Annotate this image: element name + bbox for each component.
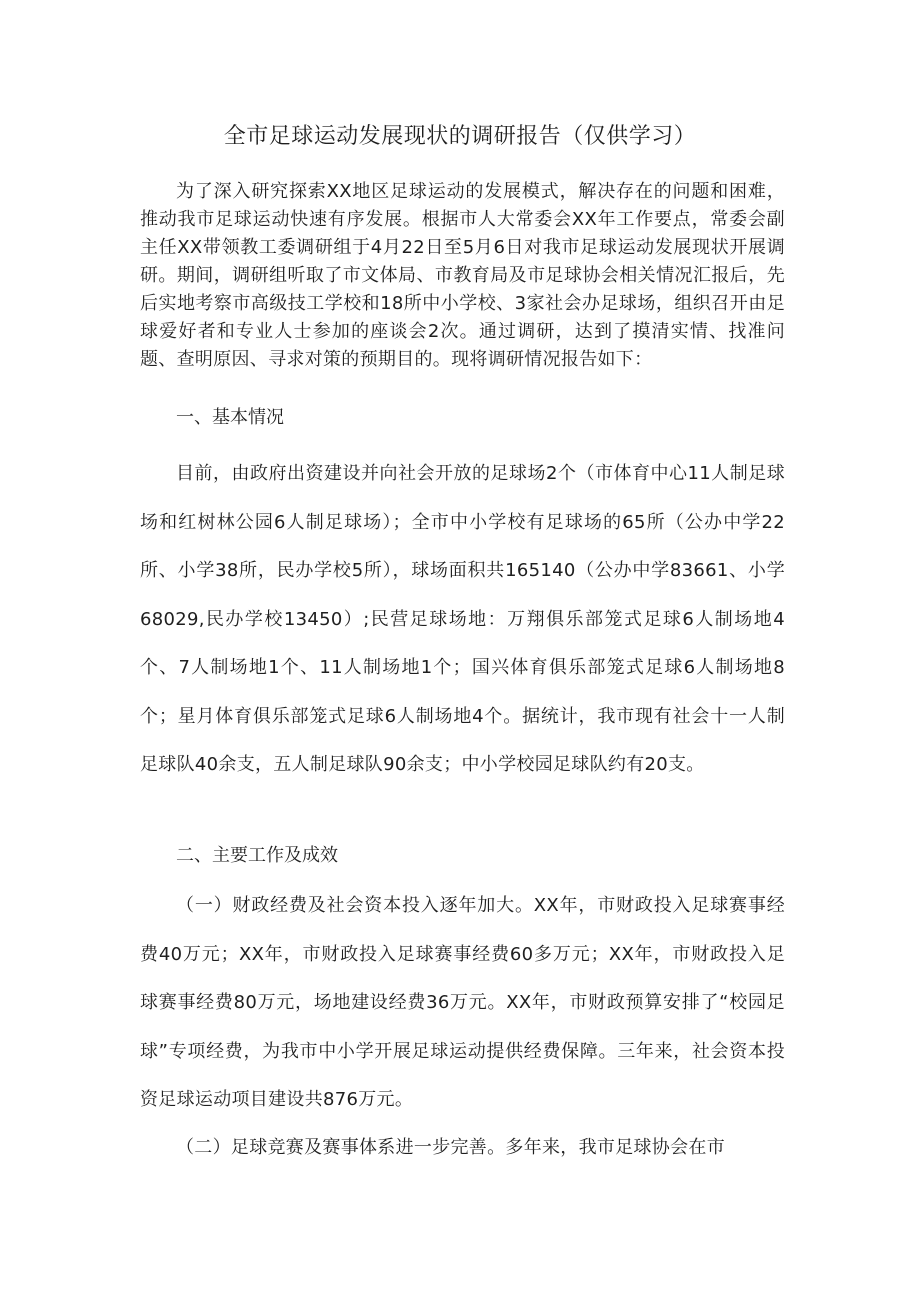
basic-situation-paragraph: 目前，由政府出资建设并向社会开放的足球场2个（市体育中心11人制足球场和红树林公园6人制足球场）；全市中小学校有足球场的65所（公办中学22所、小学38所，民办学校5所），球场面积共165140（公办中学83661、小学68029,民办学校13450）;民营足球场地：万翔俱乐部笼式足球6人制场地4个、7人制场地1个、11人制场地1个；国兴体育俱乐部笼式足球6人制场地8个；星月体育俱乐部笼式足球6人制场地4个。据统计，我市现有社会十一人制足球队40余支，五人制足球队90余支；中小学校园足球队约有20支。 xyxy=(140,463,785,775)
main-work-item-1: （一）财政经费及社会资本投入逐年加大。XX年，市财政投入足球赛事经费40万元；XX年，市财政投入足球赛事经费60多万元；XX年，市财政投入足球赛事经费80万元，场地建设经费36万元。XX年，市财政预算安排了“校园足球”专项经费，为我市中小学开展足球运动提供经费保障。三年来，社会资本投资足球运动项目建设共876万元。 xyxy=(140,895,785,1110)
document-title: 全市足球运动发展现状的调研报告（仅供学习） xyxy=(223,124,697,149)
intro-paragraph: 为了深入研究探索XX地区足球运动的发展模式，解决存在的问题和困难，推动我市足球运动快速有序发展。根据市人大常委会XX年工作要点，常委会副主任XX带领教工委调研组于4月22日至5月6日对我市足球运动发展现状开展调研。期间，调研组听取了市文体局、市教育局及市足球协会相关情况汇报后，先后实地考察市高级技工学校和18所中小学校、3家社会办足球场，组织召开由足球爱好者和专业人士参加的座谈会2次。通过调研，达到了摸清实情、找准问题、查明原因、寻求对策的预期目的。现将调研情况报告如下： xyxy=(140,181,785,370)
section-heading-basic-situation: 一、基本情况 xyxy=(176,407,284,428)
main-work-item-2: （二）足球竞赛及赛事体系进一步完善。多年来，我市足球协会在市 xyxy=(176,1137,725,1158)
section-heading-main-work: 二、主要工作及成效 xyxy=(176,845,338,866)
